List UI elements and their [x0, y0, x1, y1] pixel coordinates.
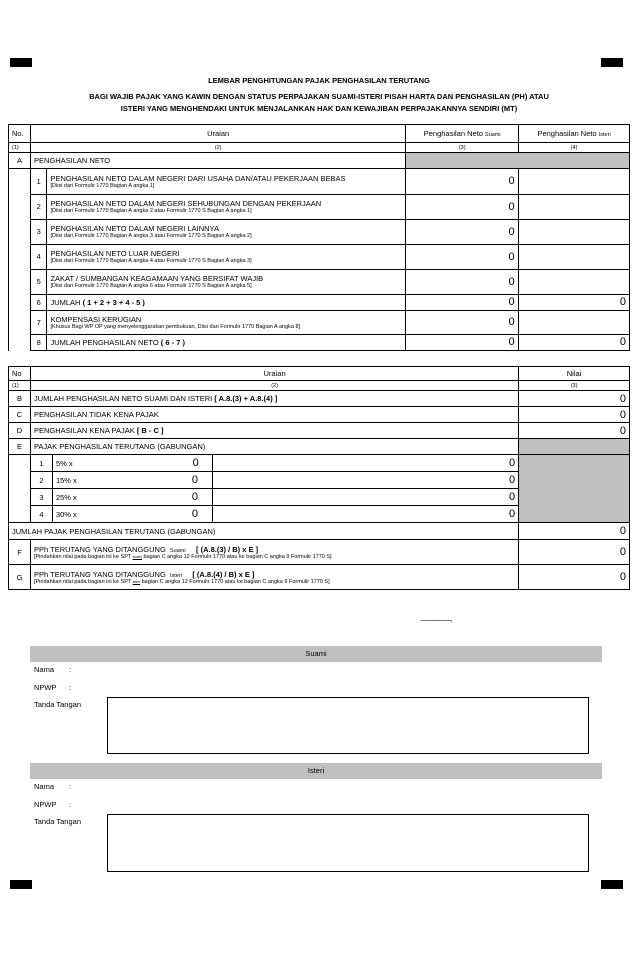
pajak-table	[8, 366, 630, 590]
row8-isteri-value: 0	[518, 334, 629, 350]
suami-signature-box[interactable]	[107, 697, 589, 754]
tier2-tax: 0	[212, 472, 518, 489]
row1-isteri-value[interactable]	[518, 169, 629, 194]
row-e-shaded	[519, 439, 630, 455]
suami-nama-colon: :	[69, 665, 72, 674]
section-a-label: PENGHASILAN NETO	[30, 153, 405, 169]
row1-label: PENGHASILAN NETO DALAM NEGERI DARI USAHA DAN/ATAU PEKERJAAN BEBAS [Diisi dari Formulir 1770 Bagian A angka 1]	[47, 169, 405, 194]
form-title-line3: ISTERI YANG MENGHENDAKI UNTUK MENJALANKAN HAK DAN KEWAJIBAN PERPAJAKANNYA SENDIRI (MT)	[120, 104, 518, 113]
tier1-shaded	[519, 455, 630, 472]
row6-no: 6	[31, 294, 47, 310]
row4-label: PENGHASILAN NETO LUAR NEGERI [Diisi dari Formulir 1770 Bagian A angka 4 atau Formulir 1770 S Bagian A angka 3]	[47, 244, 405, 269]
row-f-label: PPh TERUTANG YANG DITANGGUNG Suami [ (A.8.(3) / B) x E ] [Pindahkan nilai pada bagian ini ke SPT suami bagian C angka 12 Formulir 1770 atau ke bagian C angka 9 Formulir 1770 S]	[30, 540, 518, 565]
form-title-line1: LEMBAR PENGHITUNGAN PAJAK PENGHASILAN TERUTANG	[208, 76, 430, 85]
t2-header-no: No	[9, 367, 31, 381]
row-c-label: PENGHASILAN TIDAK KENA PAJAK	[30, 407, 518, 423]
row-c-value[interactable]: 0	[519, 407, 630, 423]
row3-suami-value[interactable]: 0	[405, 219, 518, 244]
t2-colnum-2: (2)	[30, 381, 518, 391]
row5-suami-value[interactable]: 0	[405, 269, 518, 294]
colnum-3: (3)	[406, 143, 519, 153]
row-g-letter: G	[9, 565, 31, 590]
section-a-letter: A	[9, 153, 31, 169]
row-g-value: 0	[519, 565, 630, 590]
tier4-shaded	[519, 506, 630, 523]
isteri-ttd-label: Tanda Tangan	[34, 817, 81, 826]
t2-colnum-1: (1)	[9, 381, 31, 391]
colnum-2: (2)	[30, 143, 405, 153]
suami-npwp-colon: :	[69, 683, 72, 692]
colnum-1: (1)	[9, 143, 31, 153]
row4-suami-value[interactable]: 0	[405, 244, 518, 269]
row-d-label: PENGHASILAN KENA PAJAK [ B - C ]	[30, 423, 518, 439]
row8-no: 8	[31, 334, 47, 350]
row3-isteri-value[interactable]	[518, 219, 629, 244]
registration-mark-bottom-left	[10, 880, 32, 889]
isteri-nama-label: Nama	[34, 782, 55, 791]
row6-suami-value: 0	[405, 294, 518, 310]
neto-rows	[31, 169, 629, 350]
row-b-label: JUMLAH PENGHASILAN NETO SUAMI DAN ISTERI [ A.8.(3) + A.8.(4) ]	[30, 391, 518, 407]
t2-header-uraian: Uraian	[30, 367, 518, 381]
header-uraian: Uraian	[30, 125, 405, 143]
row7-suami-value[interactable]: 0	[405, 310, 518, 334]
isteri-section-header: Isteri	[30, 763, 602, 779]
row7-label: KOMPENSASI KERUGIAN [Khusus Bagi WP OP yang menyelenggarakan pembukuan, Diisi dari Formulir 1770 Bagian A angka 8]	[47, 310, 405, 334]
tier4-tax: 0	[212, 506, 518, 523]
row5-label: ZAKAT / SUMBANGAN KEAGAMAAN YANG BERSIFAT WAJIB [Diisi dari Formulir 1770 Bagian A angka 6 atau Formulir 1770 S Bagian A angka 5]	[47, 269, 405, 294]
form-title-line2: BAGI WAJIB PAJAK YANG KAWIN DENGAN STATUS PERPAJAKAN SUAMI-ISTERI PISAH HARTA DAN PENGHASILAN (PH) ATAU	[89, 92, 549, 101]
row2-label: PENGHASILAN NETO DALAM NEGERI SEHUBUNGAN DENGAN PEKERJAAN [Diisi dari Formulir 1770 Bagian A angka 2 atau Formulir 1770 S Bagian A angka 1]	[47, 194, 405, 219]
tier3-rate: 25% x 0	[52, 489, 212, 506]
row-e-letter: E	[9, 439, 31, 455]
row6-isteri-value: 0	[518, 294, 629, 310]
row3-no: 3	[31, 219, 47, 244]
tier1-tax: 0	[212, 455, 518, 472]
row7-no: 7	[31, 310, 47, 334]
suami-nama-label: Nama	[34, 665, 55, 674]
row3-label: PENGHASILAN NETO DALAM NEGERI LAINNYA [Diisi dari Formulir 1770 Bagian A angka 3 atau Formulir 1770 S Bagian A angka 2]	[47, 219, 405, 244]
header-neto-isteri: Penghasilan Neto Isteri	[519, 125, 630, 143]
t2-colnum-3: (3)	[519, 381, 630, 391]
tier3-shaded	[519, 489, 630, 506]
t2-header-nilai: Nilai	[519, 367, 630, 381]
neto-table	[8, 124, 630, 351]
jumlah-label: JUMLAH PAJAK PENGHASILAN TERUTANG (GABUNGAN)	[9, 523, 519, 540]
section-a-shaded	[406, 153, 630, 169]
colnum-4: (4)	[519, 143, 630, 153]
row1-no: 1	[31, 169, 47, 194]
row8-label: JUMLAH PENGHASILAN NETO ( 6 - 7 )	[47, 334, 405, 350]
row2-no: 2	[31, 194, 47, 219]
isteri-nama-colon: :	[69, 782, 72, 791]
tier3-tax: 0	[212, 489, 518, 506]
row-d-letter: D	[9, 423, 31, 439]
row-e-label: PAJAK PENGHASILAN TERUTANG (GABUNGAN)	[30, 439, 518, 455]
row5-no: 5	[31, 269, 47, 294]
isteri-signature-box[interactable]	[107, 814, 589, 872]
tier4-rate: 30% x 0	[52, 506, 212, 523]
row-f-letter: F	[9, 540, 31, 565]
row5-isteri-value[interactable]	[518, 269, 629, 294]
suami-npwp-label: NPWP	[34, 683, 57, 692]
tier4-no: 4	[30, 506, 52, 523]
row2-isteri-value[interactable]	[518, 194, 629, 219]
row7-isteri-value	[518, 310, 629, 334]
row-d-value: 0	[519, 423, 630, 439]
row-b-letter: B	[9, 391, 31, 407]
registration-mark-top-left	[10, 58, 32, 67]
row4-no: 4	[31, 244, 47, 269]
header-no: No.	[9, 125, 31, 143]
row6-label: JUMLAH ( 1 + 2 + 3 + 4 - 5 )	[47, 294, 405, 310]
tier2-shaded	[519, 472, 630, 489]
suami-ttd-label: Tanda Tangan	[34, 700, 81, 709]
tier1-no: 1	[30, 455, 52, 472]
tier3-no: 3	[30, 489, 52, 506]
suami-section-header: Suami	[30, 646, 602, 662]
row8-suami-value: 0	[405, 334, 518, 350]
row1-suami-value[interactable]: 0	[405, 169, 518, 194]
row-g-label: PPh TERUTANG YANG DITANGGUNG Isteri [ (A.8.(4) / B) x E ] [Pindahkan nilai pada bagian ini ke SPT isteri bagian C angka 12 Formulir 1770 atau ke bagian C angka 9 Formulir 1770 S]	[30, 565, 518, 590]
tier2-rate: 15% x 0	[52, 472, 212, 489]
row-f-value: 0	[519, 540, 630, 565]
registration-mark-top-right	[601, 58, 623, 67]
date-place-field[interactable]: ................................,	[420, 616, 452, 623]
row4-isteri-value[interactable]	[518, 244, 629, 269]
tier1-rate: 5% x 0	[52, 455, 212, 472]
row-b-value: 0	[519, 391, 630, 407]
isteri-npwp-colon: :	[69, 800, 72, 809]
row2-suami-value[interactable]: 0	[405, 194, 518, 219]
isteri-npwp-label: NPWP	[34, 800, 57, 809]
tier2-no: 2	[30, 472, 52, 489]
row-c-letter: C	[9, 407, 31, 423]
jumlah-value: 0	[519, 523, 630, 540]
header-neto-suami: Penghasilan Neto Suami	[406, 125, 519, 143]
registration-mark-bottom-right	[601, 880, 623, 889]
